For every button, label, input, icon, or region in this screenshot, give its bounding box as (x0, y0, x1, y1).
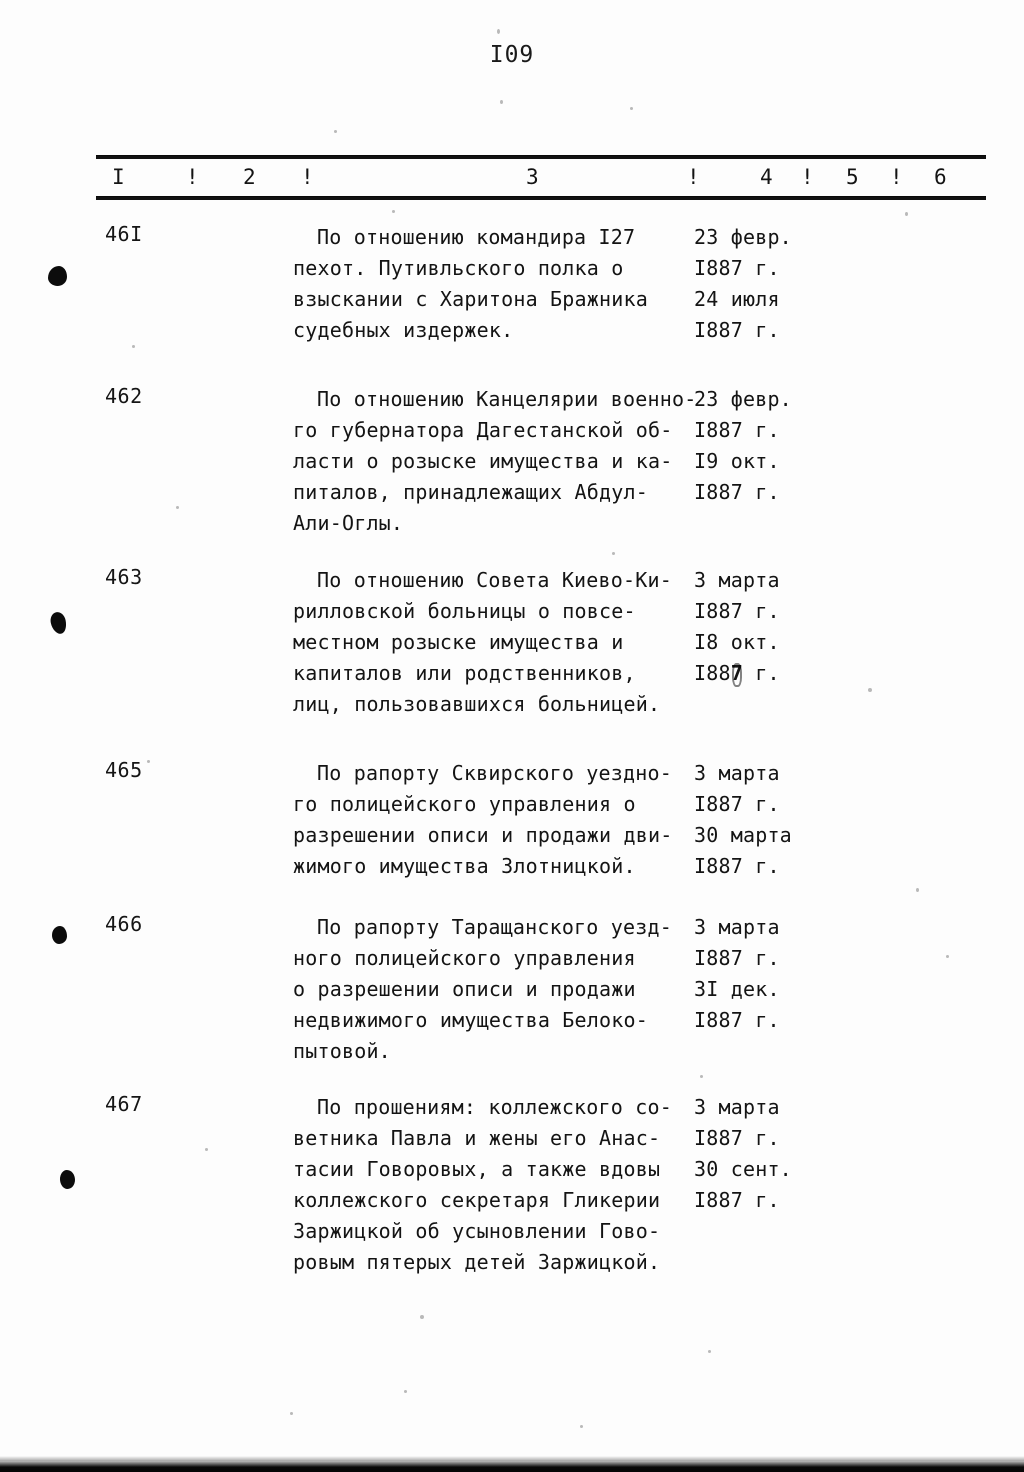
date-line: I887 г. (694, 792, 780, 816)
entry-description (293, 222, 713, 346)
scan-speck (580, 1425, 583, 1428)
scan-speck (420, 1315, 424, 1319)
description-line: По отношению командира I27 (317, 225, 636, 249)
description-line: Али-Оглы. (293, 511, 404, 535)
column-header-3: 3 (526, 165, 540, 189)
entry-number: 466 (105, 912, 143, 936)
scan-speck (497, 29, 500, 34)
date-line: 3 марта (694, 568, 780, 592)
page-number: I09 (489, 42, 535, 68)
header-rule-bottom (96, 196, 986, 200)
date-line: I9 окт. (694, 449, 780, 473)
description-line: ветника Павла и жены его Анас- (293, 1126, 661, 1150)
entry-description (293, 565, 713, 720)
description-line: коллежского секретаря Гликерии (293, 1188, 661, 1212)
ink-blot-margin (48, 266, 67, 286)
entry-dates (694, 1092, 924, 1216)
date-line: I887 г. (694, 599, 780, 623)
date-line: I887 г. (694, 854, 780, 878)
date-line: 3 марта (694, 1095, 780, 1119)
date-line: 24 июля (694, 287, 780, 311)
description-line: пытовой. (293, 1039, 391, 1063)
column-separator-4: ! (801, 165, 815, 189)
overstruck-digit: 7 (731, 658, 743, 689)
scan-speck (700, 1075, 703, 1078)
description-line: местном розыске имущества и (293, 630, 624, 654)
description-line: пехот. Путивльского полка о (293, 256, 624, 280)
date-line: I8 окт. (694, 630, 780, 654)
date-line: 23 февр. (694, 387, 792, 411)
description-line: взыскании с Харитона Бражника (293, 287, 648, 311)
entry-dates (694, 384, 924, 508)
scan-speck (500, 100, 503, 104)
entry-description (293, 1092, 713, 1278)
description-line: ровым пятерых детей Заржицкой. (293, 1250, 661, 1274)
date-line: 3I дек. (694, 977, 780, 1001)
entry-number: 467 (105, 1092, 143, 1116)
entry-description (293, 912, 713, 1067)
ink-blot-margin (60, 1170, 75, 1189)
description-line: Заржицкой об усыновлении Гово- (293, 1219, 661, 1243)
date-line: 30 сент. (694, 1157, 792, 1181)
description-line: судебных издержек. (293, 318, 514, 342)
scan-speck (205, 1148, 208, 1151)
description-line: го губернатора Дагестанской об- (293, 418, 673, 442)
scan-edge-band (0, 1461, 1024, 1472)
date-line: 3 марта (694, 915, 780, 939)
description-line: разрешении описи и продажи дви- (293, 823, 673, 847)
description-line: По рапорту Таращанского уезд- (317, 915, 672, 939)
scan-speck (147, 760, 150, 763)
scan-speck (132, 345, 135, 348)
date-overstrike-suffix: г. (742, 661, 780, 685)
description-line: жимого имущества Злотницкой. (293, 854, 636, 878)
entry-dates (694, 758, 924, 882)
date-line: I887 г. (694, 256, 780, 280)
column-separator-5: ! (890, 165, 904, 189)
description-line: го полицейского управления о (293, 792, 636, 816)
description-line: ного полицейского управления (293, 946, 636, 970)
date-overstrike-prefix: I88 (694, 661, 731, 685)
entry-dates (694, 912, 924, 1036)
scan-speck (334, 130, 337, 133)
description-line: капиталов или родственников, (293, 661, 636, 685)
date-line: I887 г. (694, 1126, 780, 1150)
description-line: тасии Говоровых, а также вдовы (293, 1157, 661, 1181)
entry-description (293, 384, 713, 539)
description-line: о разрешении описи и продажи (293, 977, 636, 1001)
scan-speck (905, 212, 908, 216)
date-line: I887 г. (694, 418, 780, 442)
entry-description (293, 758, 713, 882)
scan-speck (392, 210, 395, 213)
description-line: По рапорту Сквирского уездно- (317, 761, 672, 785)
date-line: 3 марта (694, 761, 780, 785)
scan-speck (916, 888, 919, 892)
column-header-2: 2 (243, 165, 257, 189)
column-header-4: 4 (760, 165, 774, 189)
entry-number: 465 (105, 758, 143, 782)
column-header-1: I (112, 165, 126, 189)
date-line: 23 февр. (694, 225, 792, 249)
date-line: I887 г. (694, 1008, 780, 1032)
date-line: I887 г. (694, 946, 780, 970)
description-line: недвижимого имущества Белоко- (293, 1008, 648, 1032)
description-line: питалов, принадлежащих Абдул- (293, 480, 648, 504)
date-line: I887 г. (694, 480, 780, 504)
description-line: По отношению Канцелярии военно- (317, 387, 697, 411)
column-header-5: 5 (846, 165, 860, 189)
column-separator-2: ! (301, 165, 315, 189)
date-line: I887 г. (694, 318, 780, 342)
column-separator-1: ! (186, 165, 200, 189)
description-line: ласти о розыске имущества и ка- (293, 449, 673, 473)
entry-dates (694, 222, 924, 346)
description-line: По прошениям: коллежского со- (317, 1095, 672, 1119)
ink-blot-margin (49, 611, 68, 636)
description-line: лиц, пользовавшихся больницей. (293, 692, 661, 716)
date-line: I887 г. (694, 1188, 780, 1212)
scan-speck (612, 552, 615, 555)
description-line: По отношению Совета Киево-Ки- (317, 568, 672, 592)
entry-number: 463 (105, 565, 143, 589)
description-line: рилловской больницы о повсе- (293, 599, 636, 623)
column-header-6: 6 (934, 165, 948, 189)
date-line-overstruck (694, 658, 924, 689)
header-rule-top (96, 155, 986, 159)
scan-speck (290, 1412, 293, 1415)
entry-number: 46I (105, 222, 143, 246)
scan-speck (404, 1390, 407, 1393)
entry-dates (694, 565, 924, 689)
entry-number: 462 (105, 384, 143, 408)
column-separator-3: ! (687, 165, 701, 189)
scan-speck (868, 688, 872, 692)
scan-speck (630, 107, 633, 110)
scan-speck (176, 506, 179, 509)
date-line: 30 марта (694, 823, 792, 847)
scan-speck (708, 1350, 711, 1353)
scan-speck (946, 955, 949, 958)
ink-blot-margin (52, 926, 67, 944)
